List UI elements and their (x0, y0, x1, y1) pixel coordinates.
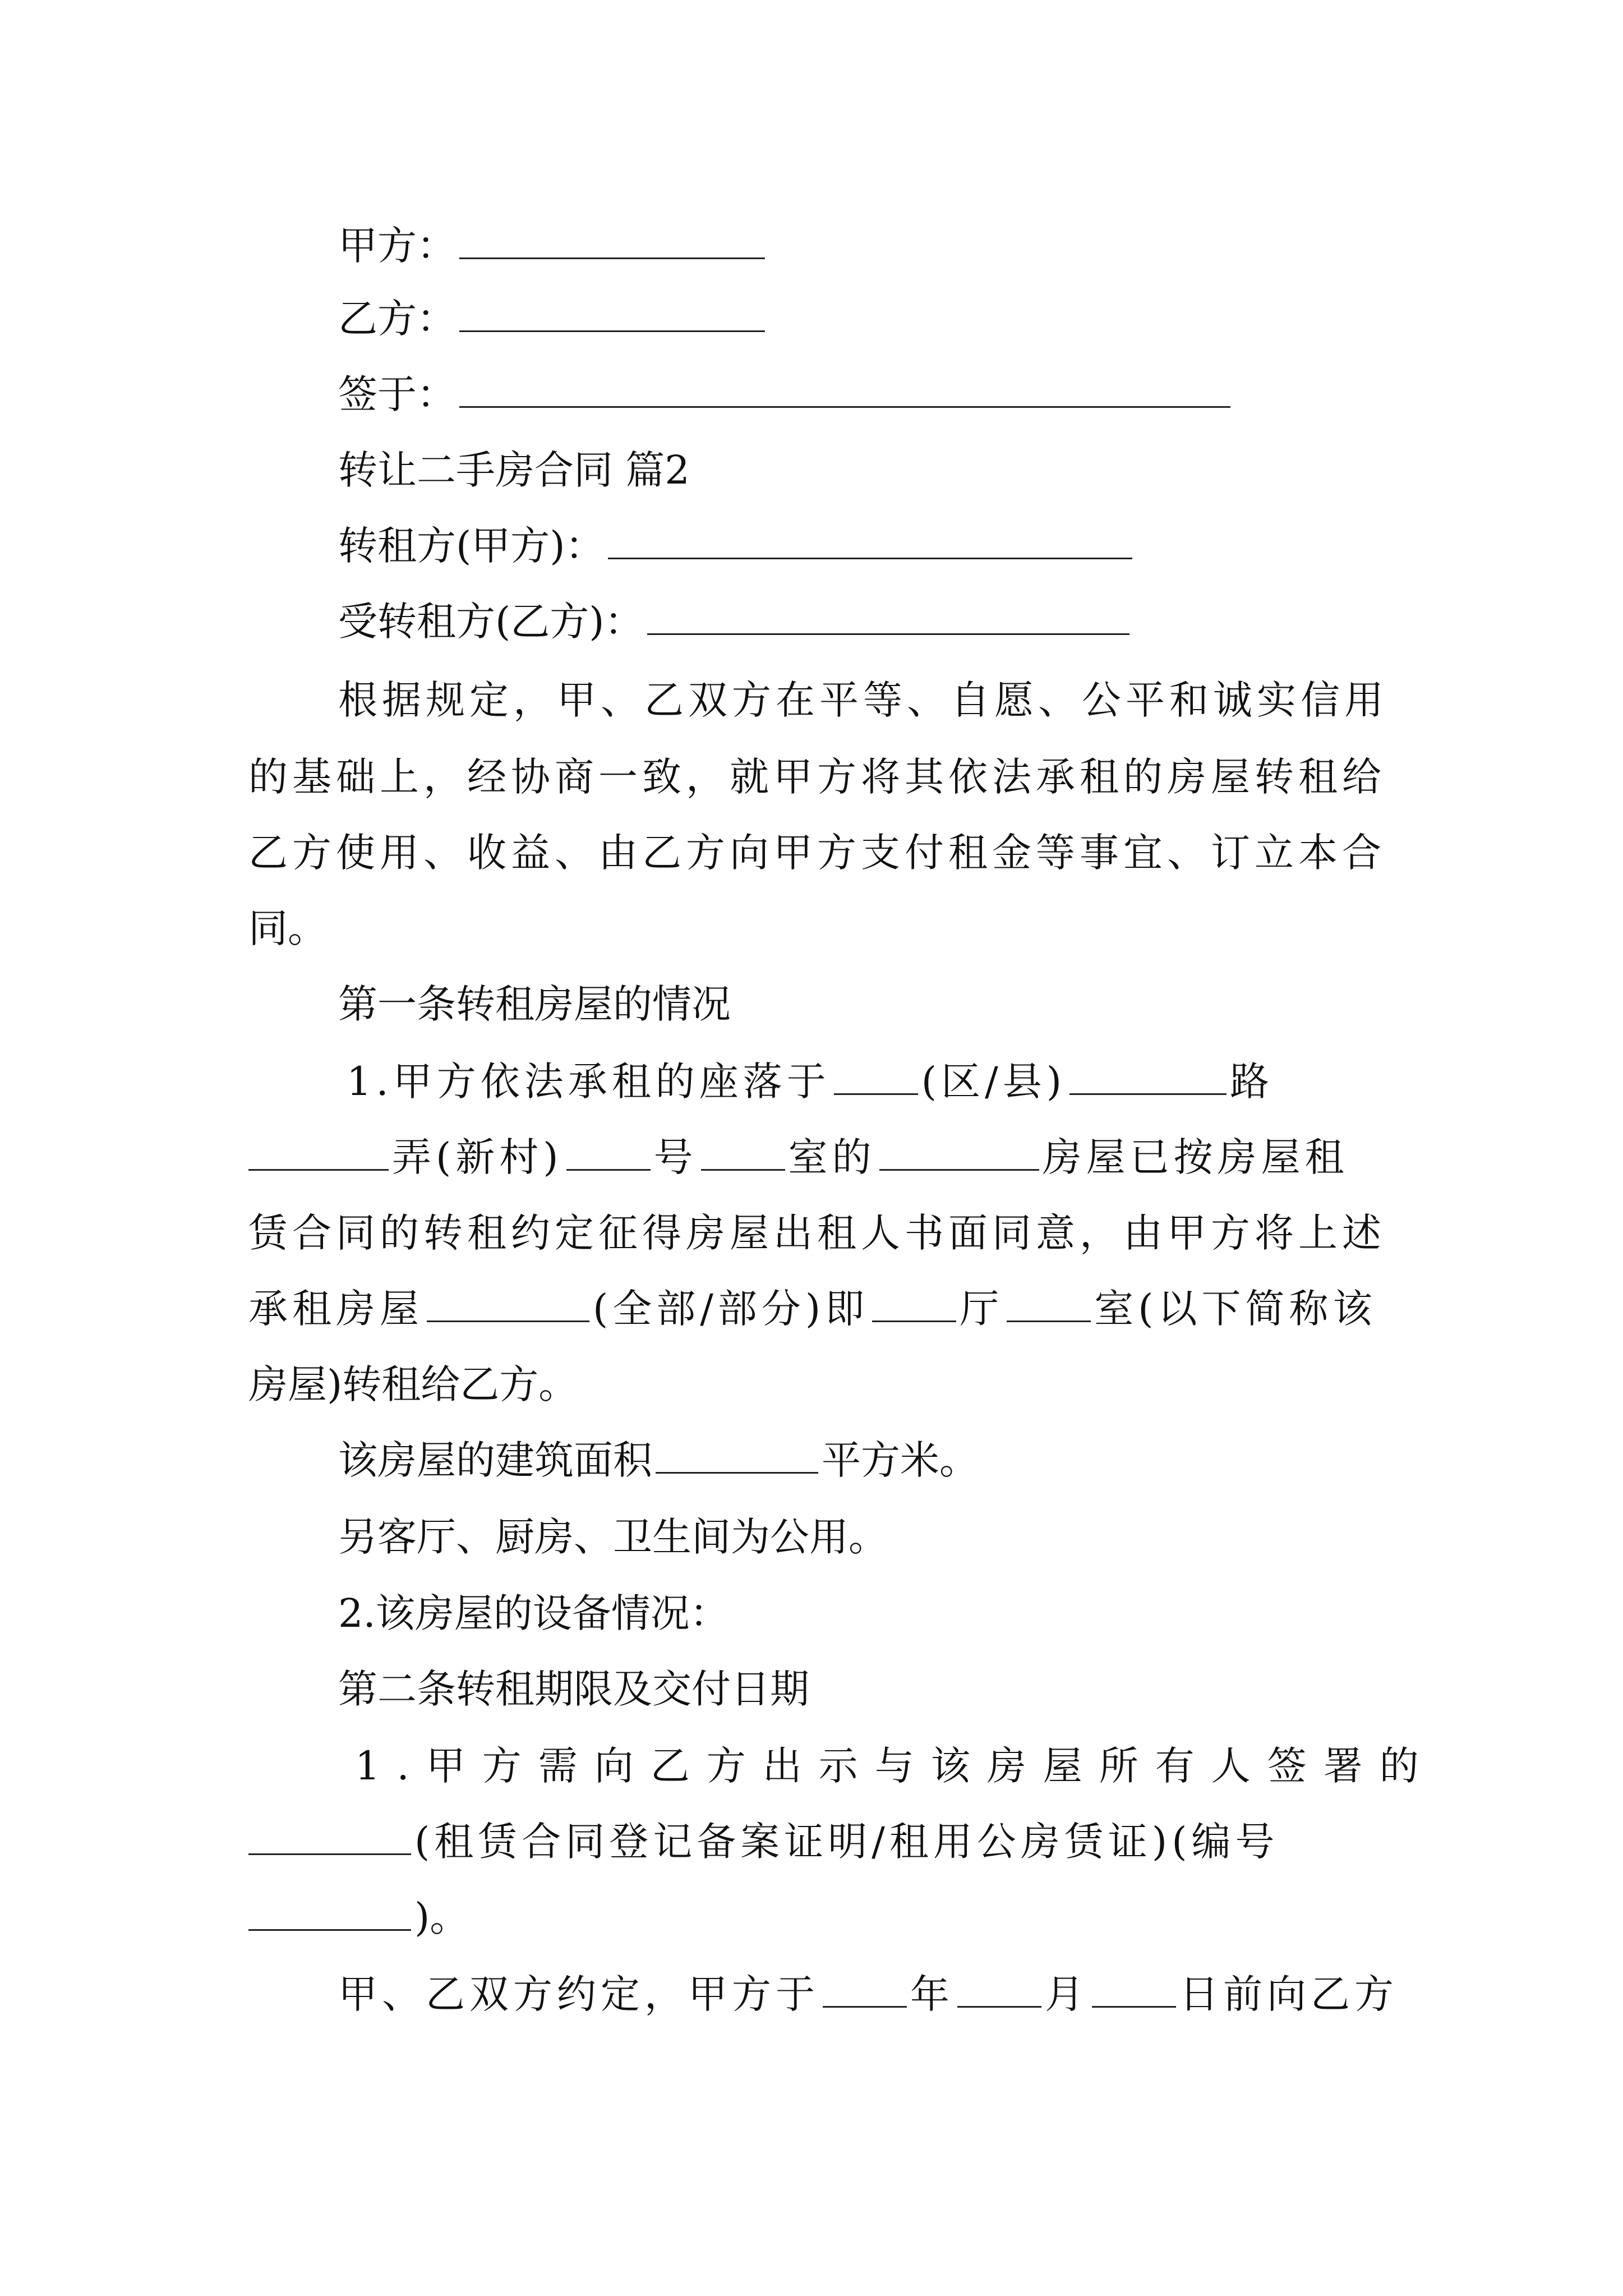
article-1-p3: 赁合同的转租约定征得房屋出租人书面同意，由甲方将上述 (248, 1210, 1386, 1256)
text-seg: 路 (1230, 1059, 1274, 1105)
article-2-p2 (0, 1815, 1623, 1869)
article-2-title: 第二条转租期限及交付日期 (338, 1666, 809, 1712)
party-a-blank (459, 225, 765, 259)
number-blank (566, 1137, 651, 1171)
text-seg: 室的 (788, 1134, 876, 1180)
text-seg: 承租房屋 (248, 1286, 423, 1332)
equipment-line: 2.该房屋的设备情况： (338, 1590, 729, 1636)
sublessor-label: 转租方(甲方)： (338, 523, 605, 569)
sublessor-line (0, 519, 1623, 573)
text-seg: 1.甲方依法承租的座落于 (347, 1059, 831, 1105)
text-seg: 月 (1045, 1971, 1089, 2017)
article-1-p4 (0, 1282, 1623, 1336)
text-seg: 甲、乙双方约定，甲方于 (338, 1971, 819, 2017)
article-2-p3 (0, 1890, 1623, 1944)
room-blank (701, 1137, 785, 1171)
party-b-label: 乙方： (338, 296, 456, 342)
article-2-p1: 1.甲方需向乙方出示与该房屋所有人签署的 (355, 1743, 1436, 1789)
scope-blank (427, 1288, 589, 1322)
year-blank (823, 1973, 907, 2008)
date-line (0, 1967, 1623, 2021)
district-blank (834, 1061, 918, 1095)
road-blank (1069, 1061, 1227, 1095)
signed-at-label: 签于： (338, 371, 456, 417)
text-seg: (区/县) (921, 1059, 1066, 1105)
lane-blank (248, 1137, 389, 1171)
text-seg: 平方米。 (822, 1437, 979, 1483)
area-line (0, 1433, 1623, 1487)
text-seg: 年 (910, 1971, 954, 2017)
shared-line: 另客厅、厨房、卫生间为公用。 (338, 1514, 888, 1560)
signed-at-blank (459, 374, 1230, 408)
intro-line-3: 乙方使用、收益、由乙方向甲方支付租金等事宜、订立本合 (248, 830, 1386, 876)
party-b-blank (459, 298, 765, 332)
text-seg: 日前向乙方 (1179, 1971, 1398, 2017)
sublessee-blank (647, 601, 1129, 635)
sublessee-line (0, 595, 1623, 648)
sublessor-blank (608, 525, 1132, 559)
text-seg: 弄(新村) (392, 1134, 563, 1180)
article-1-p2 (0, 1130, 1623, 1184)
text-seg: (租赁合同登记备案证明/租用公房赁证)(编号 (414, 1819, 1279, 1865)
area-blank (656, 1439, 818, 1474)
party-a-line (0, 219, 1623, 273)
text-seg: (全部/部分)即 (593, 1286, 869, 1332)
text-seg: )。 (414, 1894, 469, 1940)
text-seg: 号 (653, 1134, 698, 1180)
doc-blank (248, 1821, 411, 1855)
article-1-p1 (0, 1055, 1623, 1108)
article-1-p5: 房屋)转租给乙方。 (248, 1361, 578, 1407)
month-blank (957, 1973, 1041, 2008)
rooms-blank (1007, 1288, 1091, 1322)
signed-at-line (0, 367, 1623, 421)
intro-line-1: 根据规定，甲、乙双方在平等、自愿、公平和诚实信用 (338, 677, 1388, 723)
day-blank (1092, 1973, 1176, 2008)
party-a-label: 甲方： (338, 223, 456, 269)
intro-line-2: 的基础上，经协商一致，就甲方将其依法承租的房屋转租给 (248, 754, 1386, 800)
hall-blank (872, 1288, 956, 1322)
intro-line-4: 同。 (248, 905, 327, 951)
text-seg: 该房屋的建筑面积 (338, 1437, 652, 1483)
text-seg: 厅 (960, 1286, 1004, 1332)
text-seg: 房屋已按房屋租 (1042, 1134, 1349, 1180)
article-1-title: 第一条转租房屋的情况 (338, 981, 731, 1027)
house-blank (879, 1137, 1039, 1171)
sublessee-label: 受转租方(乙方)： (338, 599, 644, 645)
section-heading: 转让二手房合同 篇2 (338, 447, 690, 493)
doc-number-blank (248, 1897, 411, 1931)
text-seg: 室(以下简称该 (1094, 1286, 1377, 1332)
party-b-line (0, 292, 1623, 346)
